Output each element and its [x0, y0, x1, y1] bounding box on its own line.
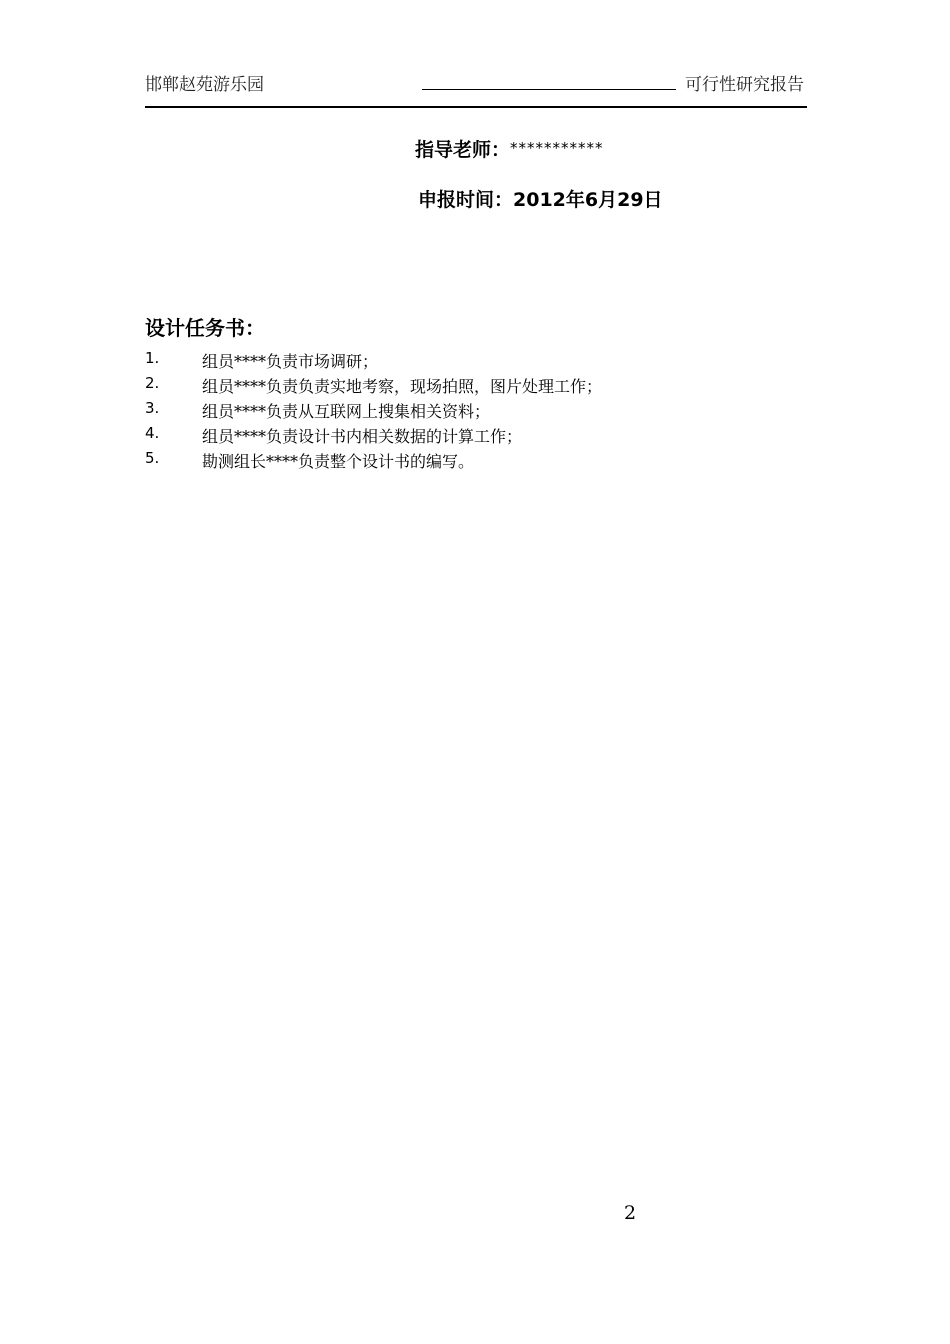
header-left-text: 邯郸赵苑游乐园: [145, 75, 264, 95]
list-item-number: 4.: [145, 424, 160, 442]
teacher-value: ***********: [510, 139, 604, 157]
list-item-text: 组员****负责负责实地考察，现场拍照，图片处理工作；: [202, 377, 603, 396]
list-item-number: 1.: [145, 349, 160, 367]
date-value: 2012年6月29日: [513, 189, 663, 211]
list-item-text: 勘测组长****负责整个设计书的编写。: [202, 452, 475, 471]
list-item-text: 组员****负责从互联网上搜集相关资料；: [202, 402, 491, 421]
header-underline: [422, 89, 676, 90]
date-label: 申报时间：: [418, 189, 514, 211]
teacher-line: [415, 135, 604, 162]
list-item-number: 2.: [145, 374, 160, 392]
page-header: [145, 70, 806, 95]
header-rule: [145, 106, 807, 108]
list-item-text: 组员****负责设计书内相关数据的计算工作；: [202, 427, 523, 446]
section-title: 设计任务书：: [145, 316, 265, 340]
teacher-label: 指导老师：: [415, 139, 511, 161]
list-item-number: 3.: [145, 399, 160, 417]
date-line: [418, 185, 663, 212]
list-item-text: 组员****负责市场调研；: [202, 352, 379, 371]
page-number: 2: [624, 1202, 637, 1224]
list-item-number: 5.: [145, 449, 160, 467]
header-right-text: 可行性研究报告: [685, 75, 804, 95]
